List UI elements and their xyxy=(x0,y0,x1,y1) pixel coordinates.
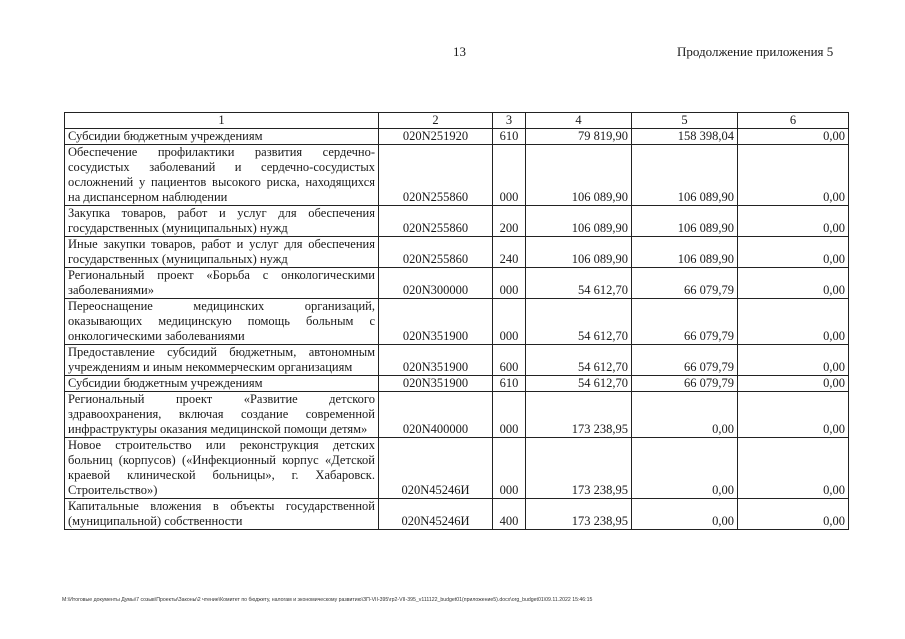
target-code-cell: 020N255860 xyxy=(379,237,493,268)
table-row xyxy=(65,392,849,438)
item-name-cell: Обеспечение профилактики развития сердечно-сосудистых заболеваний и сердечно-сосудистых осложнений у пациентов высокого риска, находящихся на диспансерном наблюдении xyxy=(65,145,379,206)
table-row xyxy=(65,145,849,206)
table-header-row xyxy=(65,113,849,129)
item-name-cell: Капитальные вложения в объекты государственной (муниципальной) собственности xyxy=(65,499,379,530)
amount-col4-cell: 54 612,70 xyxy=(526,345,632,376)
amount-col5-cell: 0,00 xyxy=(632,392,738,438)
amount-col4-cell: 54 612,70 xyxy=(526,299,632,345)
table-row xyxy=(65,268,849,299)
target-code-cell: 020N400000 xyxy=(379,392,493,438)
item-name-cell: Субсидии бюджетным учреждениям xyxy=(65,129,379,145)
table-row xyxy=(65,345,849,376)
item-name-cell: Предоставление субсидий бюджетным, автономным учреждениям и иным некоммерческим организациям xyxy=(65,345,379,376)
expense-type-cell: 000 xyxy=(493,392,526,438)
expense-type-cell: 400 xyxy=(493,499,526,530)
target-code-cell: 020N255860 xyxy=(379,145,493,206)
table-row xyxy=(65,206,849,237)
amount-col5-cell: 106 089,90 xyxy=(632,206,738,237)
document-file-path: M:\Итоговые документы Думы\7 созыв\Проекты\Законы\2 чтение\Комитет по бюджету, налогам и экономическому развитию\ЗП-VII-395\гр2-VII-395_v111122_budget01(приложение5).docx\org_budget01\09.11.2022 15:46:15 xyxy=(62,597,593,603)
amount-col4-cell: 106 089,90 xyxy=(526,206,632,237)
amount-col4-cell: 54 612,70 xyxy=(526,268,632,299)
target-code-cell: 020N251920 xyxy=(379,129,493,145)
amount-col4-cell: 54 612,70 xyxy=(526,376,632,392)
column-header: 3 xyxy=(493,113,526,129)
column-header: 4 xyxy=(526,113,632,129)
expense-type-cell: 000 xyxy=(493,145,526,206)
target-code-cell: 020N45246И xyxy=(379,499,493,530)
appendix-continuation-note: Продолжение приложения 5 xyxy=(677,44,834,59)
amount-col6-cell: 0,00 xyxy=(738,268,849,299)
target-code-cell: 020N300000 xyxy=(379,268,493,299)
amount-col6-cell: 0,00 xyxy=(738,376,849,392)
amount-col6-cell: 0,00 xyxy=(738,299,849,345)
expense-type-cell: 000 xyxy=(493,438,526,499)
amount-col6-cell: 0,00 xyxy=(738,237,849,268)
expense-type-cell: 200 xyxy=(493,206,526,237)
target-code-cell: 020N351900 xyxy=(379,376,493,392)
amount-col4-cell: 173 238,95 xyxy=(526,438,632,499)
amount-col5-cell: 106 089,90 xyxy=(632,145,738,206)
amount-col6-cell: 0,00 xyxy=(738,145,849,206)
target-code-cell: 020N351900 xyxy=(379,345,493,376)
expense-type-cell: 000 xyxy=(493,299,526,345)
target-code-cell: 020N45246И xyxy=(379,438,493,499)
amount-col5-cell: 66 079,79 xyxy=(632,345,738,376)
table-row xyxy=(65,376,849,392)
amount-col6-cell: 0,00 xyxy=(738,392,849,438)
amount-col6-cell: 0,00 xyxy=(738,345,849,376)
expense-type-cell: 240 xyxy=(493,237,526,268)
column-header: 1 xyxy=(65,113,379,129)
amount-col5-cell: 66 079,79 xyxy=(632,299,738,345)
column-header: 2 xyxy=(379,113,493,129)
amount-col5-cell: 0,00 xyxy=(632,438,738,499)
item-name-cell: Закупка товаров, работ и услуг для обеспечения государственных (муниципальных) нужд xyxy=(65,206,379,237)
column-header: 5 xyxy=(632,113,738,129)
expense-type-cell: 600 xyxy=(493,345,526,376)
table-row xyxy=(65,299,849,345)
item-name-cell: Новое строительство или реконструкция детских больниц (корпусов) («Инфекционный корпус «Детской краевой клинической больницы», г. Хабаровск. Строительство») xyxy=(65,438,379,499)
table-row xyxy=(65,499,849,530)
amount-col4-cell: 106 089,90 xyxy=(526,237,632,268)
amount-col5-cell: 158 398,04 xyxy=(632,129,738,145)
item-name-cell: Переоснащение медицинских организаций, оказывающих медицинскую помощь больным с онкологическими заболеваниями xyxy=(65,299,379,345)
item-name-cell: Региональный проект «Борьба с онкологическими заболеваниями» xyxy=(65,268,379,299)
table-row xyxy=(65,129,849,145)
amount-col5-cell: 0,00 xyxy=(632,499,738,530)
item-name-cell: Иные закупки товаров, работ и услуг для обеспечения государственных (муниципальных) нужд xyxy=(65,237,379,268)
amount-col6-cell: 0,00 xyxy=(738,206,849,237)
item-name-cell: Субсидии бюджетным учреждениям xyxy=(65,376,379,392)
table-row xyxy=(65,237,849,268)
amount-col4-cell: 173 238,95 xyxy=(526,392,632,438)
page-number: 13 xyxy=(453,44,466,59)
expense-type-cell: 000 xyxy=(493,268,526,299)
amount-col5-cell: 66 079,79 xyxy=(632,376,738,392)
budget-table xyxy=(64,112,849,530)
amount-col6-cell: 0,00 xyxy=(738,499,849,530)
item-name-cell: Региональный проект «Развитие детского здравоохранения, включая создание современной инфраструктуры оказания медицинской помощи детям» xyxy=(65,392,379,438)
table-row xyxy=(65,438,849,499)
amount-col6-cell: 0,00 xyxy=(738,438,849,499)
amount-col5-cell: 106 089,90 xyxy=(632,237,738,268)
amount-col4-cell: 79 819,90 xyxy=(526,129,632,145)
expense-type-cell: 610 xyxy=(493,129,526,145)
target-code-cell: 020N351900 xyxy=(379,299,493,345)
amount-col4-cell: 173 238,95 xyxy=(526,499,632,530)
column-header: 6 xyxy=(738,113,849,129)
amount-col4-cell: 106 089,90 xyxy=(526,145,632,206)
amount-col5-cell: 66 079,79 xyxy=(632,268,738,299)
amount-col6-cell: 0,00 xyxy=(738,129,849,145)
expense-type-cell: 610 xyxy=(493,376,526,392)
target-code-cell: 020N255860 xyxy=(379,206,493,237)
